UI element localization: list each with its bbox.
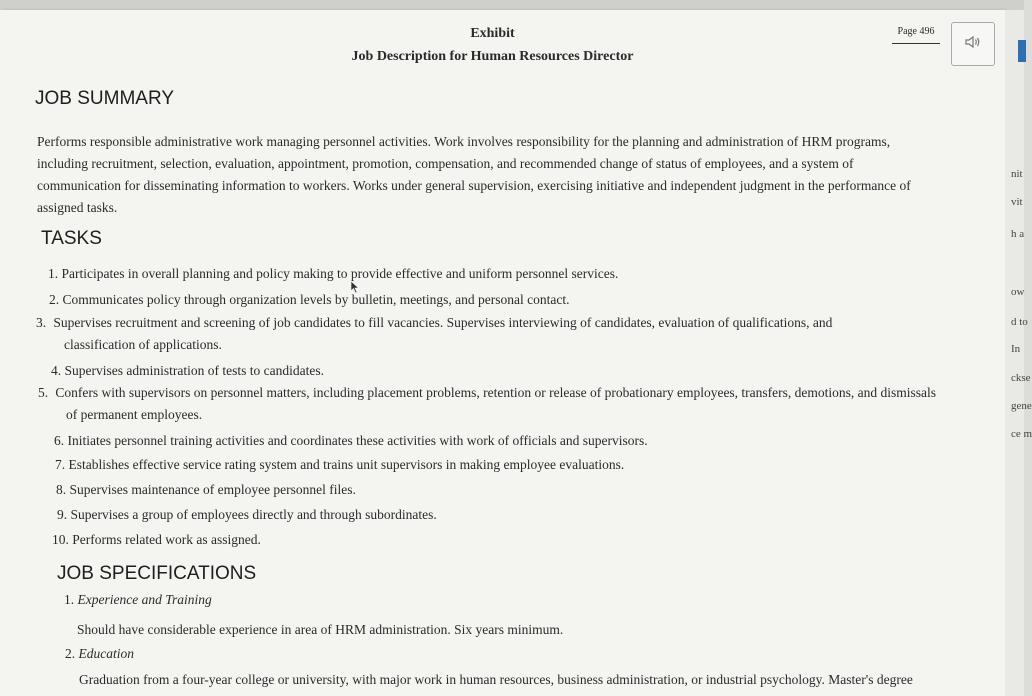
job-summary-text: Performs responsible administrative work managing personnel activities. Work involves responsibility for the planning and administration of HRM programs, including recruitment, selection, evaluation, appointment, promotion, compensation, and recommended change of status of employees, and a system of communication for disseminating information to workers. Works under general supervision, exercising initiative and independent judgment in the performance of assigned tasks. xyxy=(37,134,911,215)
document-page xyxy=(0,10,1005,696)
edge-text: ckse xyxy=(1011,372,1031,384)
task-item: 4. Supervises administration of tests to candidates. xyxy=(51,363,324,378)
speaker-icon xyxy=(964,35,982,54)
task-item: 8. Supervises maintenance of employee personnel files. xyxy=(56,482,356,497)
audio-button[interactable] xyxy=(951,22,995,66)
edge-text: vit xyxy=(1011,196,1023,208)
edge-text: d to xyxy=(1011,316,1028,328)
task-item: 9. Supervises a group of employees directly and through subordinates. xyxy=(57,507,437,522)
edge-text: h a xyxy=(1011,228,1025,240)
exhibit-label: Exhibit xyxy=(470,26,515,41)
spec-label-experience: 1. Experience and Training xyxy=(64,592,212,607)
page-number: Page 496 xyxy=(892,26,940,44)
spec-text-education: Graduation from a four-year college or university, with major work in human resources, business administration, or industrial psychology. Master's degree xyxy=(79,672,913,687)
task-item: 7. Establishes effective service rating system and trains unit supervisors in making employee evaluations. xyxy=(55,457,625,472)
edge-text: gene xyxy=(1011,400,1032,412)
edge-text: ow xyxy=(1011,286,1025,298)
task-item: 6. Initiates personnel training activities and coordinates these activities with work of officials and supervisors. xyxy=(54,433,648,448)
document-title: Job Description for Human Resources Director xyxy=(351,49,634,64)
edge-text: In xyxy=(1011,343,1021,355)
task-item: 3. Supervises recruitment and screening of job candidates to fill vacancies. Supervises interviewing of candidates, evaluation of qualifications, and classification of applications. xyxy=(36,315,833,352)
task-item: 2. Communicates policy through organization levels by bulletin, meetings, and personal contact. xyxy=(49,292,570,307)
background-window-edge xyxy=(1005,10,1032,696)
task-item: 1. Participates in overall planning and policy making to provide effective and uniform personnel services. xyxy=(48,266,619,281)
job-summary-heading: JOB SUMMARY xyxy=(35,88,175,109)
mouse-cursor-icon xyxy=(350,280,360,299)
tasks-heading: TASKS xyxy=(41,228,102,249)
spec-label-education: 2. Education xyxy=(65,646,134,661)
job-specifications-heading: JOB SPECIFICATIONS xyxy=(57,563,257,584)
edge-text: nit xyxy=(1011,168,1023,180)
spec-text-experience: Should have considerable experience in area of HRM administration. Six years minimum. xyxy=(77,622,564,637)
task-item: 10. Performs related work as assigned. xyxy=(52,532,261,547)
task-item: 5. Confers with supervisors on personnel matters, including placement problems, retention or release of probationary employees, transfers, demotions, and dismissals of permanent employees. xyxy=(38,385,937,422)
accent-tab xyxy=(1018,40,1026,62)
edge-text: ce m xyxy=(1011,428,1032,440)
